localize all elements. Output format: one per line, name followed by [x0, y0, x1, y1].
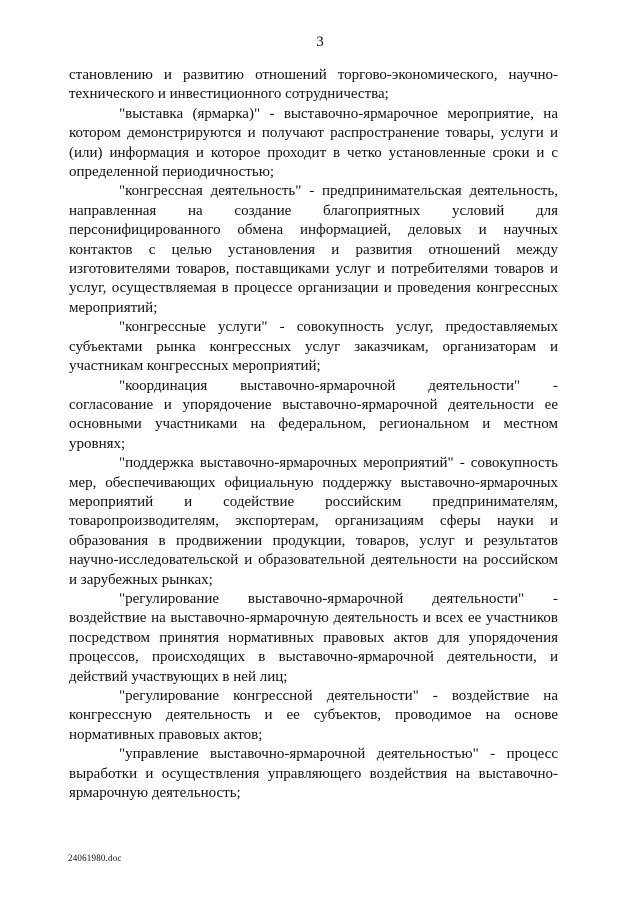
paragraph-definition-congress-activity: "конгрессная деятельность" - предпринимательская деятельность, направленная на создание благоприятных условий для персонифицированного обмена информацией, деловых и научных контактов с целью установления и развития отношений между изготовителями товаров, поставщиками услуг и потребителями товаров и услуг, осуществляемая в процессе организации и проведения конгрессных мероприятий; — [69, 183, 558, 316]
footer-file-code: 24061980.doc — [68, 853, 122, 863]
paragraph-definition-coordination: "координация выставочно-ярмарочной деятельности" - согласование и упорядочение выставочно-ярмарочной деятельности ее основными участниками на федеральном, региональном и местном уровнях; — [69, 377, 558, 452]
paragraph-definition-exhibition: "выставка (ярмарка)" - выставочно-ярмарочное мероприятие, на котором демонстрируются и получают распространение товары, услуги и (или) информация и которое проходит в четко установленные сроки и с определенной периодичностью; — [69, 105, 558, 181]
paragraph-definition-regulation-congress: "регулирование конгрессной деятельности" - воздействие на конгрессную деятельность и ее субъектов, проводимое на основе нормативных правовых актов; — [69, 688, 558, 743]
paragraph-definition-congress-services: "конгрессные услуги" - совокупность услуг, предоставляемых субъектами рынка конгрессных услуг заказчикам, организаторам и участникам конгрессных мероприятий; — [69, 319, 558, 375]
document-body — [69, 66, 558, 803]
paragraph-definition-regulation-exhibition: "регулирование выставочно-ярмарочной деятельности" - воздействие на выставочно-ярмарочную деятельность и всех ее участников посредством принятия нормативных правовых актов для упорядочения процессов, происходящих в выставочно-ярмарочной деятельности, и действий участвующих в ней лиц; — [69, 590, 558, 685]
paragraph-definition-management: "управление выставочно-ярмарочной деятельностью" - процесс выработки и осуществления управляющего воздействия на выставочно-ярмарочную деятельность; — [69, 746, 558, 802]
paragraph-definition-support: "поддержка выставочно-ярмарочных мероприятий" - совокупность мер, обеспечивающих официальную поддержку выставочно-ярмарочных мероприятий и содействие российским предпринимателям, товаропроизводителям, экспортерам, организациям сферы науки и образования в продвижении продукции, товаров, услуг и результатов научно-исследовательской и образовательной деятельности на российском и зарубежных рынках; — [69, 455, 558, 588]
page-number: 3 — [316, 34, 324, 50]
paragraph-continuation: становлению и развитию отношений торгово-экономического, научно-технического и инвестиционного сотрудничества; — [69, 67, 558, 103]
